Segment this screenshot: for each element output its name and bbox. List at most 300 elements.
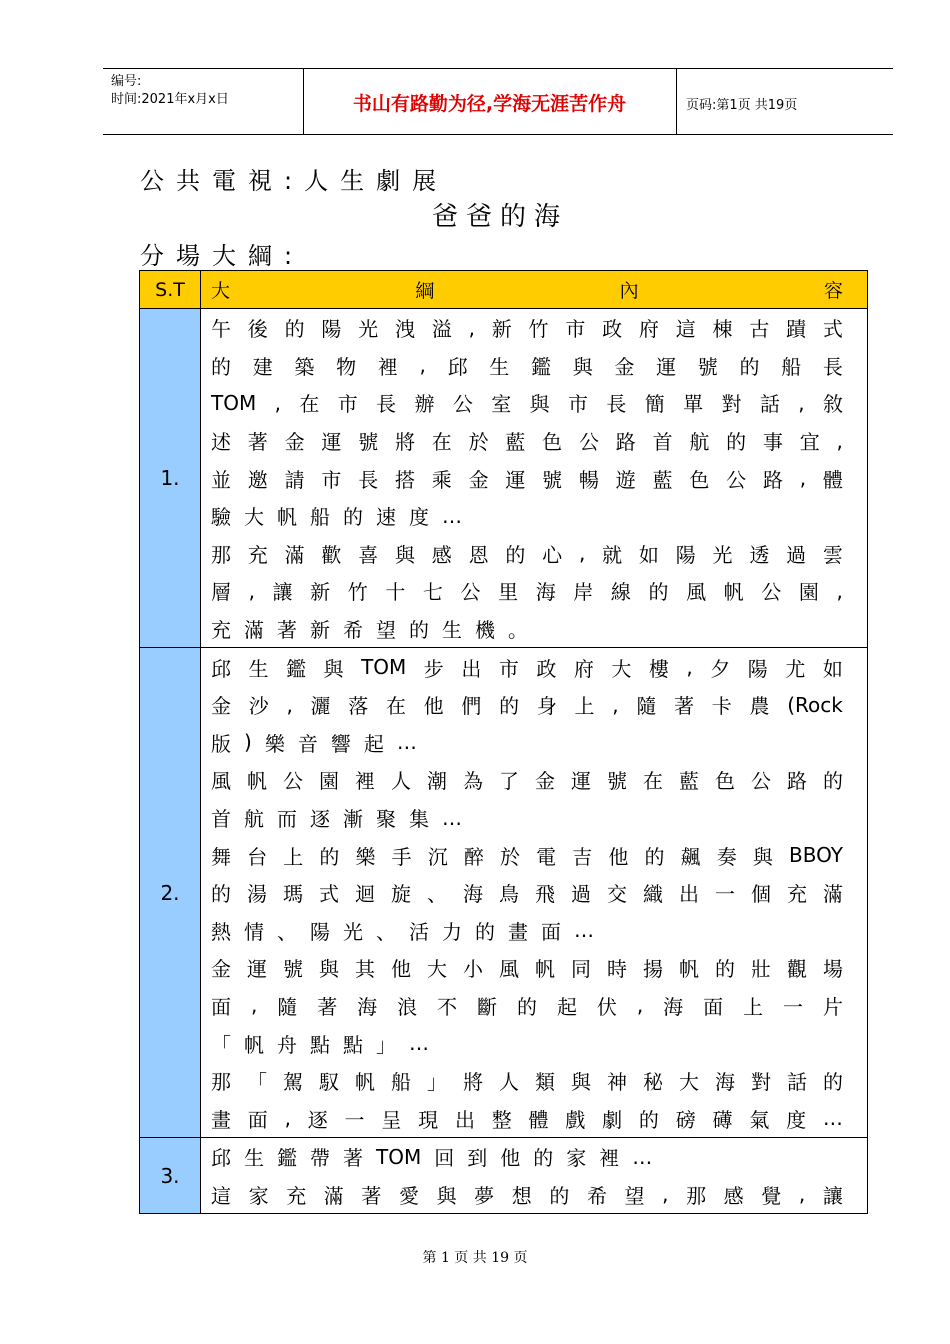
text-glyph: 」 [427, 1070, 447, 1095]
text-glyph: 一 [783, 994, 804, 1019]
text-glyph: 、 [427, 882, 447, 907]
text-glyph: 金 [614, 354, 635, 379]
text-glyph: 的 [715, 957, 735, 982]
text-glyph: 滿 [823, 882, 843, 907]
text-glyph: 充 [247, 542, 268, 567]
text-glyph: 沙 [248, 694, 269, 719]
text-glyph: 陽 [747, 656, 768, 681]
text-glyph: 首 [211, 807, 231, 832]
text-glyph: 市 [565, 317, 586, 342]
text-glyph: 公 [460, 580, 481, 605]
text-glyph: ) [244, 730, 252, 755]
text-glyph: 七 [422, 580, 443, 605]
text-glyph: 帆 [277, 505, 297, 530]
text-glyph: 陽 [675, 542, 696, 567]
text-glyph: , [419, 353, 426, 378]
text-glyph: 交 [607, 882, 627, 907]
text-glyph: 光 [358, 317, 379, 342]
text-glyph: 的 [211, 354, 231, 379]
text-glyph: 台 [247, 844, 268, 869]
text-glyph: 飛 [535, 882, 555, 907]
text-glyph: 著 [317, 994, 338, 1019]
text-glyph: 邱 [211, 1146, 231, 1171]
text-glyph: 園 [319, 769, 339, 794]
text-glyph: … [574, 918, 594, 943]
text-glyph: 現 [418, 1107, 439, 1132]
text-glyph: , [836, 578, 843, 603]
text-glyph: 公 [726, 467, 747, 492]
text-glyph: 公 [578, 430, 599, 455]
text-glyph: 的 [739, 354, 760, 379]
text-glyph: 風 [499, 957, 519, 982]
text-glyph: 事 [762, 430, 783, 455]
text-glyph: 號 [283, 957, 303, 982]
text-glyph: 身 [536, 694, 557, 719]
text-glyph: 畫 [211, 1107, 231, 1132]
text-glyph: 長 [822, 354, 843, 379]
text-glyph: 新 [310, 618, 330, 643]
text-line [211, 724, 843, 762]
text-glyph: 的 [648, 580, 669, 605]
text-glyph: 敘 [822, 392, 843, 417]
table-row [140, 648, 868, 1138]
text-glyph: 著 [343, 1146, 363, 1171]
text-glyph: 家 [566, 1146, 587, 1171]
text-glyph: 片 [822, 994, 843, 1019]
text-glyph: 鳥 [499, 882, 519, 907]
text-glyph: 裡 [377, 354, 398, 379]
text-glyph: 的 [533, 1146, 554, 1171]
text-glyph: 邀 [247, 467, 268, 492]
text-glyph: 著 [361, 1183, 382, 1208]
text-glyph: 畫 [508, 919, 528, 944]
text-glyph: 面 [541, 919, 561, 944]
text-glyph: 不 [437, 994, 458, 1019]
text-glyph: 充 [286, 1183, 307, 1208]
text-glyph: 滿 [244, 618, 264, 643]
text-glyph: 園 [798, 580, 819, 605]
scene-outline-table [139, 270, 868, 1214]
text-glyph: 農 [749, 694, 770, 719]
text-glyph: 湯 [247, 882, 267, 907]
scene-text [201, 1138, 868, 1214]
text-glyph: 室 [491, 392, 512, 417]
column-header-char: 容 [823, 280, 843, 302]
text-glyph: 們 [461, 694, 482, 719]
text-glyph: 在 [431, 430, 452, 455]
text-glyph: 機 [475, 618, 495, 643]
text-glyph: 式 [822, 317, 843, 342]
text-glyph: 藍 [505, 430, 526, 455]
text-glyph: 生 [489, 354, 510, 379]
text-glyph: 金 [468, 467, 489, 492]
text-glyph: 那 [686, 1183, 707, 1208]
text-glyph: 邱 [211, 656, 231, 681]
text-glyph: 新 [491, 317, 512, 342]
text-glyph: 愛 [398, 1183, 419, 1208]
text-glyph: 船 [391, 1070, 411, 1095]
text-glyph: 府 [573, 656, 594, 681]
text-glyph: 小 [463, 957, 483, 982]
text-glyph: 神 [607, 1070, 627, 1095]
text-glyph: 「 [247, 1070, 267, 1095]
text-glyph: 卡 [711, 694, 732, 719]
text-glyph: 著 [277, 618, 297, 643]
text-glyph: 劇 [602, 1107, 623, 1132]
text-glyph: 體 [528, 1107, 549, 1132]
text-glyph: 響 [330, 731, 351, 756]
text-glyph: 船 [781, 354, 802, 379]
text-glyph: 滿 [284, 542, 305, 567]
text-line [211, 384, 843, 422]
text-glyph: 整 [491, 1107, 512, 1132]
text-glyph: 面 [703, 994, 724, 1019]
text-glyph: 與 [571, 1070, 591, 1095]
text-glyph: 的 [343, 505, 363, 530]
text-glyph: 帆 [535, 957, 555, 982]
scene-number: 3. [140, 1138, 201, 1214]
text-glyph: 人 [391, 769, 411, 794]
text-glyph: 落 [348, 694, 369, 719]
text-glyph: 礡 [712, 1107, 733, 1132]
text-glyph: 戲 [565, 1107, 586, 1132]
text-glyph: , [286, 692, 293, 717]
text-glyph: 單 [683, 392, 704, 417]
text-glyph: 後 [247, 317, 268, 342]
text-glyph: 那 [211, 1070, 231, 1095]
text-glyph: , [274, 390, 281, 415]
text-glyph: , [662, 1182, 669, 1207]
text-glyph: 氣 [749, 1107, 770, 1132]
text-glyph: 喜 [358, 542, 379, 567]
text-glyph: 如 [638, 542, 659, 567]
text-glyph: 的 [823, 769, 843, 794]
text-line [211, 1099, 843, 1137]
text-line [211, 347, 843, 385]
text-line [211, 497, 843, 535]
text-glyph: 集 [409, 807, 429, 832]
text-glyph: 夕 [710, 656, 731, 681]
text-glyph: 時 [607, 957, 627, 982]
text-glyph: 長 [358, 467, 379, 492]
document-number-label: 编号: [111, 74, 142, 89]
text-glyph: 類 [535, 1070, 555, 1095]
text-glyph: 滿 [323, 1183, 344, 1208]
text-glyph: 蹟 [786, 317, 807, 342]
text-glyph: 出 [679, 882, 699, 907]
text-glyph: 帆 [247, 769, 267, 794]
text-glyph: 的 [549, 1183, 570, 1208]
text-glyph: 感 [723, 1183, 744, 1208]
text-glyph: 線 [610, 580, 631, 605]
episode-title: 爸爸的海 [431, 202, 568, 232]
text-glyph: 與 [323, 656, 344, 681]
text-glyph: 竹 [347, 580, 368, 605]
text-glyph: , [799, 466, 807, 491]
text-glyph: 出 [454, 1107, 475, 1132]
text-glyph: 的 [319, 844, 340, 869]
text-glyph: 讓 [272, 580, 293, 605]
text-glyph: , [636, 993, 644, 1018]
text-glyph: 了 [499, 769, 519, 794]
text-glyph: 逐 [310, 807, 330, 832]
text-glyph: 透 [749, 542, 770, 567]
text-glyph: … [396, 730, 417, 755]
text-glyph: 感 [431, 542, 452, 567]
text-glyph: 觀 [787, 957, 807, 982]
text-glyph: 運 [247, 957, 267, 982]
text-glyph: 物 [336, 354, 357, 379]
text-glyph: 將 [394, 430, 415, 455]
text-glyph: 築 [294, 354, 315, 379]
text-line [211, 799, 843, 837]
text-glyph: 陽 [321, 317, 342, 342]
column-header-char: 大 [211, 280, 231, 302]
text-glyph: 沉 [427, 844, 448, 869]
text-glyph: 洩 [394, 317, 415, 342]
text-line [211, 309, 843, 347]
text-glyph: 話 [759, 392, 780, 417]
text-line [211, 610, 843, 648]
text-glyph: 織 [643, 882, 663, 907]
text-glyph: 充 [787, 882, 807, 907]
text-glyph: 覺 [761, 1183, 782, 1208]
text-glyph: 浪 [397, 994, 418, 1019]
text-glyph: 舟 [277, 1032, 297, 1057]
text-glyph: 帆 [679, 957, 699, 982]
header-divider [676, 69, 677, 134]
text-glyph: 體 [822, 467, 843, 492]
text-glyph: 帆 [355, 1070, 375, 1095]
text-glyph: 路 [787, 769, 807, 794]
text-glyph: 出 [461, 656, 482, 681]
text-glyph: 與 [436, 1183, 457, 1208]
text-glyph: 這 [211, 1183, 231, 1208]
text-glyph: 新 [310, 580, 331, 605]
text-glyph: … [822, 1106, 843, 1131]
text-line [211, 987, 843, 1025]
text-glyph: 公 [751, 769, 771, 794]
text-glyph: 飆 [680, 844, 701, 869]
text-glyph: 雲 [822, 542, 843, 567]
text-glyph: 望 [376, 618, 396, 643]
text-glyph: 邱 [447, 354, 468, 379]
text-glyph: 壯 [751, 957, 771, 982]
text-glyph: 他 [423, 694, 444, 719]
text-glyph: 長 [606, 392, 627, 417]
text-glyph: 市 [337, 392, 358, 417]
text-glyph: 風 [211, 769, 231, 794]
text-glyph: 色 [689, 467, 710, 492]
text-glyph: , [248, 578, 255, 603]
text-glyph: 隨 [277, 994, 298, 1019]
text-line [211, 949, 843, 987]
text-glyph: 歡 [321, 542, 342, 567]
text-glyph: , [284, 1106, 291, 1131]
text-glyph: 與 [319, 957, 339, 982]
text-glyph: 運 [571, 769, 591, 794]
text-glyph: 的 [644, 844, 665, 869]
text-glyph: 漸 [343, 807, 363, 832]
header-page-info: 页码:第1页 共19页 [686, 98, 798, 113]
text-glyph: 岸 [573, 580, 594, 605]
text-glyph: 馭 [319, 1070, 339, 1095]
text-glyph: 大 [611, 656, 632, 681]
text-glyph: 熱 [211, 919, 231, 944]
text-glyph: 著 [247, 430, 268, 455]
text-glyph: 如 [822, 656, 843, 681]
text-glyph: 將 [463, 1070, 483, 1095]
text-glyph: 陽 [310, 919, 330, 944]
text-glyph: , [612, 692, 619, 717]
text-glyph: 大 [244, 505, 264, 530]
text-glyph: , [578, 541, 586, 566]
text-line [211, 686, 843, 724]
text-glyph: 情 [244, 919, 264, 944]
text-glyph: 十 [385, 580, 406, 605]
text-glyph: … [442, 503, 462, 528]
text-glyph: 述 [211, 430, 231, 455]
text-glyph: 午 [211, 317, 231, 342]
text-glyph: 並 [211, 467, 231, 492]
text-line [211, 836, 843, 874]
text-glyph: 乘 [431, 467, 452, 492]
text-line [211, 422, 843, 460]
text-glyph: , [798, 390, 805, 415]
table-row [140, 309, 868, 648]
text-glyph: 」 [376, 1032, 396, 1057]
text-glyph: 逐 [307, 1107, 328, 1132]
text-glyph: 府 [638, 317, 659, 342]
text-glyph: 步 [423, 656, 444, 681]
table-header-row [140, 271, 868, 309]
text-glyph: 帶 [310, 1146, 330, 1171]
text-glyph: 的 [211, 882, 231, 907]
text-glyph: 路 [615, 430, 636, 455]
text-glyph: 運 [505, 467, 526, 492]
column-header-st: S.T [140, 271, 201, 309]
text-glyph: 帆 [244, 1032, 264, 1057]
text-glyph: 過 [571, 882, 591, 907]
text-glyph: 竹 [528, 317, 549, 342]
text-glyph: 樓 [648, 656, 669, 681]
text-glyph: 宜 [799, 430, 820, 455]
text-glyph: 金 [535, 769, 555, 794]
text-glyph: 簡 [644, 392, 665, 417]
text-glyph: 他 [500, 1146, 521, 1171]
text-glyph: … [442, 805, 462, 830]
text-glyph: 與 [394, 542, 415, 567]
text-glyph: 鑑 [530, 354, 551, 379]
text-glyph: 揚 [643, 957, 663, 982]
text-glyph: , [686, 655, 693, 680]
text-glyph: 的 [284, 317, 305, 342]
text-glyph: 。 [508, 618, 528, 643]
text-glyph: 光 [343, 919, 363, 944]
text-glyph: 、 [277, 919, 297, 944]
text-glyph: 他 [391, 957, 411, 982]
text-glyph: 大 [679, 1070, 699, 1095]
outline-label: 分場大綱: [140, 242, 305, 270]
text-glyph: 鑑 [286, 656, 307, 681]
page-header [103, 68, 893, 135]
text-glyph: 個 [751, 882, 771, 907]
text-glyph: , [836, 428, 843, 453]
text-glyph: 驗 [211, 505, 231, 530]
text-glyph: 家 [248, 1183, 269, 1208]
text-glyph: 駕 [283, 1070, 303, 1095]
text-glyph: 金 [211, 694, 231, 719]
text-glyph: 裡 [599, 1146, 620, 1171]
text-glyph: 度 [409, 505, 429, 530]
text-glyph: 搭 [394, 467, 415, 492]
text-glyph: 生 [244, 1146, 264, 1171]
text-glyph: 海 [715, 1070, 735, 1095]
text-glyph: 面 [211, 994, 231, 1019]
text-glyph: , [468, 315, 475, 340]
text-glyph: 船 [310, 505, 330, 530]
text-glyph: 請 [284, 467, 305, 492]
text-glyph: 面 [247, 1107, 268, 1132]
text-line [211, 535, 843, 573]
text-glyph: 與 [572, 354, 593, 379]
text-glyph: 大 [427, 957, 447, 982]
text-glyph: 層 [211, 580, 231, 605]
text-line [211, 874, 843, 912]
text-glyph: 海 [357, 994, 378, 1019]
text-glyph: 一 [715, 882, 735, 907]
text-glyph: 帆 [723, 580, 744, 605]
text-glyph: 上 [283, 844, 304, 869]
text-glyph: 號 [542, 467, 563, 492]
text-glyph: 號 [607, 769, 627, 794]
text-glyph: 的 [638, 1107, 659, 1132]
text-glyph: 希 [586, 1183, 607, 1208]
text-glyph: 上 [743, 994, 764, 1019]
text-line [211, 1138, 843, 1176]
text-glyph: 速 [376, 505, 396, 530]
text-glyph: 聚 [376, 807, 396, 832]
text-glyph: 充 [211, 618, 231, 643]
text-glyph: 這 [675, 317, 696, 342]
show-title: 公共電視:人生劇展 [140, 167, 449, 195]
column-header-content [201, 271, 868, 309]
text-glyph: 政 [536, 656, 557, 681]
text-glyph: 呈 [381, 1107, 402, 1132]
text-glyph: 望 [624, 1183, 645, 1208]
text-glyph: 心 [542, 542, 563, 567]
text-glyph: 海 [463, 882, 483, 907]
column-header-char: 綱 [415, 280, 435, 302]
text-glyph: 於 [500, 844, 520, 869]
text-glyph: 里 [498, 580, 519, 605]
text-glyph: 樂 [355, 844, 376, 869]
text-glyph: 與 [529, 392, 550, 417]
text-glyph: 對 [721, 392, 742, 417]
text-glyph: 與 [752, 844, 773, 869]
text-glyph: 醉 [463, 844, 484, 869]
text-glyph: 的 [409, 618, 429, 643]
text-glyph: 一 [344, 1107, 365, 1132]
text-glyph: , [798, 1182, 806, 1207]
text-glyph: 旋 [391, 882, 411, 907]
text-glyph: 運 [321, 430, 342, 455]
text-glyph: 的 [516, 994, 537, 1019]
text-glyph: … [632, 1144, 653, 1169]
text-line [211, 1024, 843, 1062]
text-glyph: 灑 [310, 694, 331, 719]
text-glyph: 辦 [414, 392, 435, 417]
